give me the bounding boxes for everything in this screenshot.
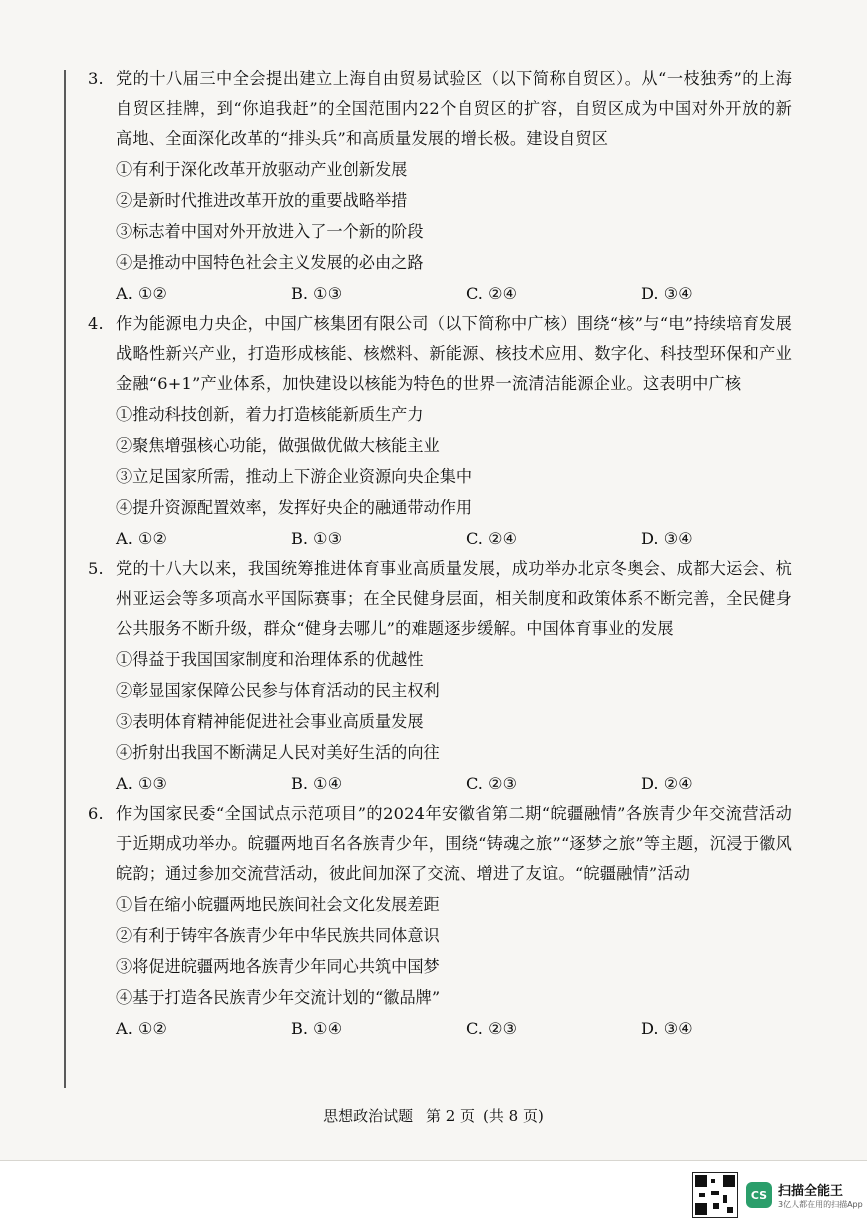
answer-choices xyxy=(92,768,792,799)
question-text: 党的十八届三中全会提出建立上海自由贸易试验区（以下简称自贸区）。从“一枝独秀”的上海自贸区挂牌，到“你追我赶”的全国范围内22个自贸区的扩容，自贸区成为中国对外开放的新高地、全面深化改革的“排头兵”和高质量发展的增长极。建设自贸区 xyxy=(116,69,792,148)
choice-c: C. ②③ xyxy=(466,774,518,793)
answer-choices xyxy=(92,1013,792,1044)
choice-a: A. ①② xyxy=(116,284,168,303)
question-5 xyxy=(88,554,792,799)
answer-choices xyxy=(92,523,792,554)
statement-4: ④提升资源配置效率，发挥好央企的融通带动作用 xyxy=(116,498,473,517)
question-6 xyxy=(88,799,792,1044)
scanner-brand xyxy=(778,1180,863,1210)
statement-3: ③标志着中国对外开放进入了一个新的阶段 xyxy=(116,222,424,241)
logo-text: CS xyxy=(750,1188,768,1202)
choice-d: D. ③④ xyxy=(641,284,693,303)
choice-b: B. ①④ xyxy=(291,1019,343,1038)
page-footer xyxy=(0,1105,867,1126)
camscanner-logo-icon xyxy=(746,1182,772,1208)
choice-c: C. ②④ xyxy=(466,529,518,548)
question-stem xyxy=(88,554,792,644)
question-stem xyxy=(88,64,792,154)
statement-1: ①有利于深化改革开放驱动产业创新发展 xyxy=(116,160,408,179)
choice-b: B. ①③ xyxy=(291,529,343,548)
statement-4: ④是推动中国特色社会主义发展的必由之路 xyxy=(116,253,424,272)
page-number: 第 2 页 xyxy=(425,1107,476,1125)
question-stem xyxy=(88,309,792,399)
page-total: (共 8 页) xyxy=(483,1107,544,1125)
statement-2: ②有利于铸牢各族青少年中华民族共同体意识 xyxy=(116,926,440,945)
choice-a: A. ①② xyxy=(116,529,168,548)
choice-a: A. ①② xyxy=(116,1019,168,1038)
question-text: 党的十八大以来，我国统筹推进体育事业高质量发展，成功举办北京冬奥会、成都大运会、杭州亚运会等多项高水平国际赛事；在全民健身层面，相关制度和政策体系不断完善，全民健身公共服务不断升级，群众“健身去哪儿”的难题逐步缓解。中国体育事业的发展 xyxy=(116,559,792,638)
questions-area xyxy=(88,64,792,1044)
statement-2: ②彰显国家保障公民参与体育活动的民主权利 xyxy=(116,681,440,700)
statement-4: ④折射出我国不断满足人民对美好生活的向往 xyxy=(116,743,440,762)
question-4 xyxy=(88,309,792,554)
scanner-watermark xyxy=(692,1172,863,1218)
choice-d: D. ③④ xyxy=(641,529,693,548)
choice-a: A. ①③ xyxy=(116,774,168,793)
choice-d: D. ②④ xyxy=(641,774,693,793)
question-number: 3. xyxy=(88,69,104,88)
scanner-name: 扫描全能王 xyxy=(778,1184,844,1199)
binding-margin-line xyxy=(64,70,66,1088)
choice-d: D. ③④ xyxy=(641,1019,693,1038)
statement-3: ③将促进皖疆两地各族青少年同心共筑中国梦 xyxy=(116,957,440,976)
statement-2: ②是新时代推进改革开放的重要战略举措 xyxy=(116,191,408,210)
question-stem xyxy=(88,799,792,889)
statement-4: ④基于打造各民族青少年交流计划的“徽品牌” xyxy=(116,988,441,1007)
scanner-tagline: 3亿人都在用的扫描App xyxy=(778,1200,863,1209)
subject-title: 思想政治试题 xyxy=(323,1107,414,1125)
statement-1: ①旨在缩小皖疆两地民族间社会文化发展差距 xyxy=(116,895,440,914)
question-3 xyxy=(88,64,792,309)
question-number: 5. xyxy=(88,559,104,578)
statement-3: ③立足国家所需，推动上下游企业资源向央企集中 xyxy=(116,467,473,486)
statement-2: ②聚焦增强核心功能，做强做优做大核能主业 xyxy=(116,436,440,455)
choice-c: C. ②③ xyxy=(466,1019,518,1038)
qr-code-icon xyxy=(692,1172,738,1218)
statement-1: ①推动科技创新，着力打造核能新质生产力 xyxy=(116,405,424,424)
choice-c: C. ②④ xyxy=(466,284,518,303)
question-number: 4. xyxy=(88,314,104,333)
statement-1: ①得益于我国国家制度和治理体系的优越性 xyxy=(116,650,424,669)
question-number: 6. xyxy=(88,804,104,823)
question-text: 作为能源电力央企，中国广核集团有限公司（以下简称中广核）围绕“核”与“电”持续培育发展战略性新兴产业，打造形成核能、核燃料、新能源、核技术应用、数字化、科技型环保和产业金融“6+1”产业体系，加快建设以核能为特色的世界一流清洁能源企业。这表明中广核 xyxy=(116,314,792,393)
statement-3: ③表明体育精神能促进社会事业高质量发展 xyxy=(116,712,424,731)
answer-choices xyxy=(92,278,792,309)
choice-b: B. ①③ xyxy=(291,284,343,303)
choice-b: B. ①④ xyxy=(291,774,343,793)
question-text: 作为国家民委“全国试点示范项目”的2024年安徽省第二期“皖疆融情”各族青少年交流营活动于近期成功举办。皖疆两地百名各族青少年，围绕“铸魂之旅”“逐梦之旅”等主题，沉浸于徽风皖韵；通过参加交流营活动，彼此间加深了交流、增进了友谊。“皖疆融情”活动 xyxy=(116,804,792,883)
